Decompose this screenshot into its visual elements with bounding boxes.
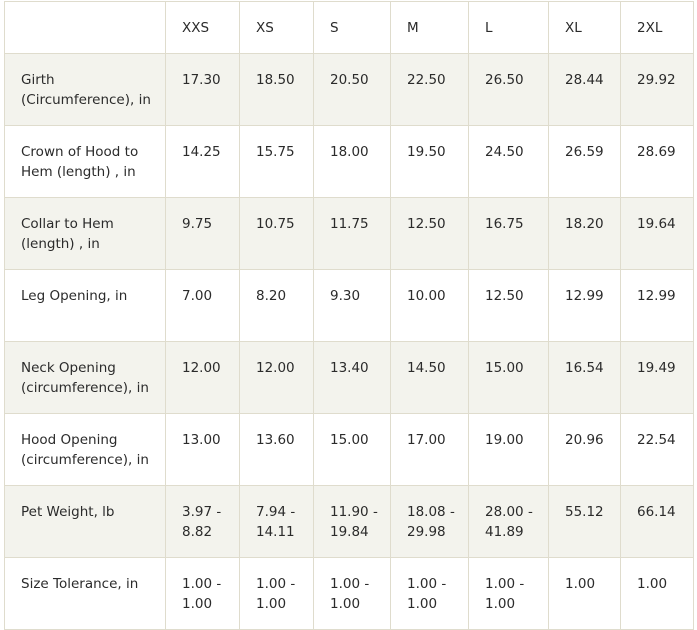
table-cell: 7.00 [166, 270, 240, 342]
table-cell: 14.25 [166, 126, 240, 198]
size-header-s: S [314, 2, 391, 54]
table-cell: 19.50 [391, 126, 469, 198]
table-row [5, 270, 694, 342]
table-cell: 18.50 [240, 54, 314, 126]
table-cell: 12.00 [166, 342, 240, 414]
table-cell: 15.00 [314, 414, 391, 486]
table-cell: 28.00 - 41.89 [469, 486, 549, 558]
table-row [5, 414, 694, 486]
size-header-2xl: 2XL [621, 2, 694, 54]
table-cell: 18.08 - 29.98 [391, 486, 469, 558]
table-cell: 9.75 [166, 198, 240, 270]
table-cell: 1.00 [621, 558, 694, 630]
row-label: Leg Opening, in [5, 270, 166, 342]
table-cell: 20.96 [549, 414, 621, 486]
row-label: Crown of Hood to Hem (length) , in [5, 126, 166, 198]
size-header-l: L [469, 2, 549, 54]
table-cell: 26.59 [549, 126, 621, 198]
table-cell: 15.00 [469, 342, 549, 414]
table-cell: 10.00 [391, 270, 469, 342]
table-cell: 1.00 - 1.00 [391, 558, 469, 630]
table-cell: 13.60 [240, 414, 314, 486]
table-cell: 19.00 [469, 414, 549, 486]
row-label: Girth (Circumference), in [5, 54, 166, 126]
table-cell: 12.50 [391, 198, 469, 270]
size-header-xs: XS [240, 2, 314, 54]
table-row [5, 558, 694, 630]
table-cell: 22.54 [621, 414, 694, 486]
table-cell: 8.20 [240, 270, 314, 342]
size-header-m: M [391, 2, 469, 54]
table-row [5, 54, 694, 126]
table-cell: 12.99 [549, 270, 621, 342]
size-header-row [5, 2, 694, 54]
table-cell: 11.90 - 19.84 [314, 486, 391, 558]
row-label: Collar to Hem (length) , in [5, 198, 166, 270]
table-cell: 29.92 [621, 54, 694, 126]
table-cell: 18.00 [314, 126, 391, 198]
table-cell: 17.00 [391, 414, 469, 486]
table-cell: 28.69 [621, 126, 694, 198]
table-cell: 12.99 [621, 270, 694, 342]
table-cell: 19.64 [621, 198, 694, 270]
table-cell: 14.50 [391, 342, 469, 414]
size-header-xl: XL [549, 2, 621, 54]
table-cell: 13.40 [314, 342, 391, 414]
table-cell: 7.94 - 14.11 [240, 486, 314, 558]
table-row [5, 198, 694, 270]
table-cell: 66.14 [621, 486, 694, 558]
table-cell: 13.00 [166, 414, 240, 486]
table-cell: 16.54 [549, 342, 621, 414]
table-row [5, 486, 694, 558]
table-cell: 1.00 - 1.00 [314, 558, 391, 630]
table-cell: 1.00 - 1.00 [240, 558, 314, 630]
table-cell: 18.20 [549, 198, 621, 270]
table-row [5, 126, 694, 198]
table-cell: 10.75 [240, 198, 314, 270]
corner-header-cell [5, 2, 166, 54]
row-label: Hood Opening (circumference), in [5, 414, 166, 486]
table-cell: 55.12 [549, 486, 621, 558]
table-cell: 9.30 [314, 270, 391, 342]
table-cell: 22.50 [391, 54, 469, 126]
table-cell: 1.00 - 1.00 [469, 558, 549, 630]
row-label: Pet Weight, lb [5, 486, 166, 558]
size-header-xxs: XXS [166, 2, 240, 54]
table-cell: 24.50 [469, 126, 549, 198]
table-cell: 12.50 [469, 270, 549, 342]
table-cell: 17.30 [166, 54, 240, 126]
size-chart [4, 1, 693, 611]
table-cell: 3.97 - 8.82 [166, 486, 240, 558]
table-cell: 28.44 [549, 54, 621, 126]
table-cell: 15.75 [240, 126, 314, 198]
table-cell: 16.75 [469, 198, 549, 270]
table-cell: 1.00 - 1.00 [166, 558, 240, 630]
row-label: Neck Opening (circumference), in [5, 342, 166, 414]
table-row [5, 342, 694, 414]
row-label: Size Tolerance, in [5, 558, 166, 630]
table-cell: 19.49 [621, 342, 694, 414]
table-cell: 20.50 [314, 54, 391, 126]
table-cell: 11.75 [314, 198, 391, 270]
size-chart-table [4, 1, 694, 630]
table-cell: 26.50 [469, 54, 549, 126]
table-cell: 1.00 [549, 558, 621, 630]
table-cell: 12.00 [240, 342, 314, 414]
